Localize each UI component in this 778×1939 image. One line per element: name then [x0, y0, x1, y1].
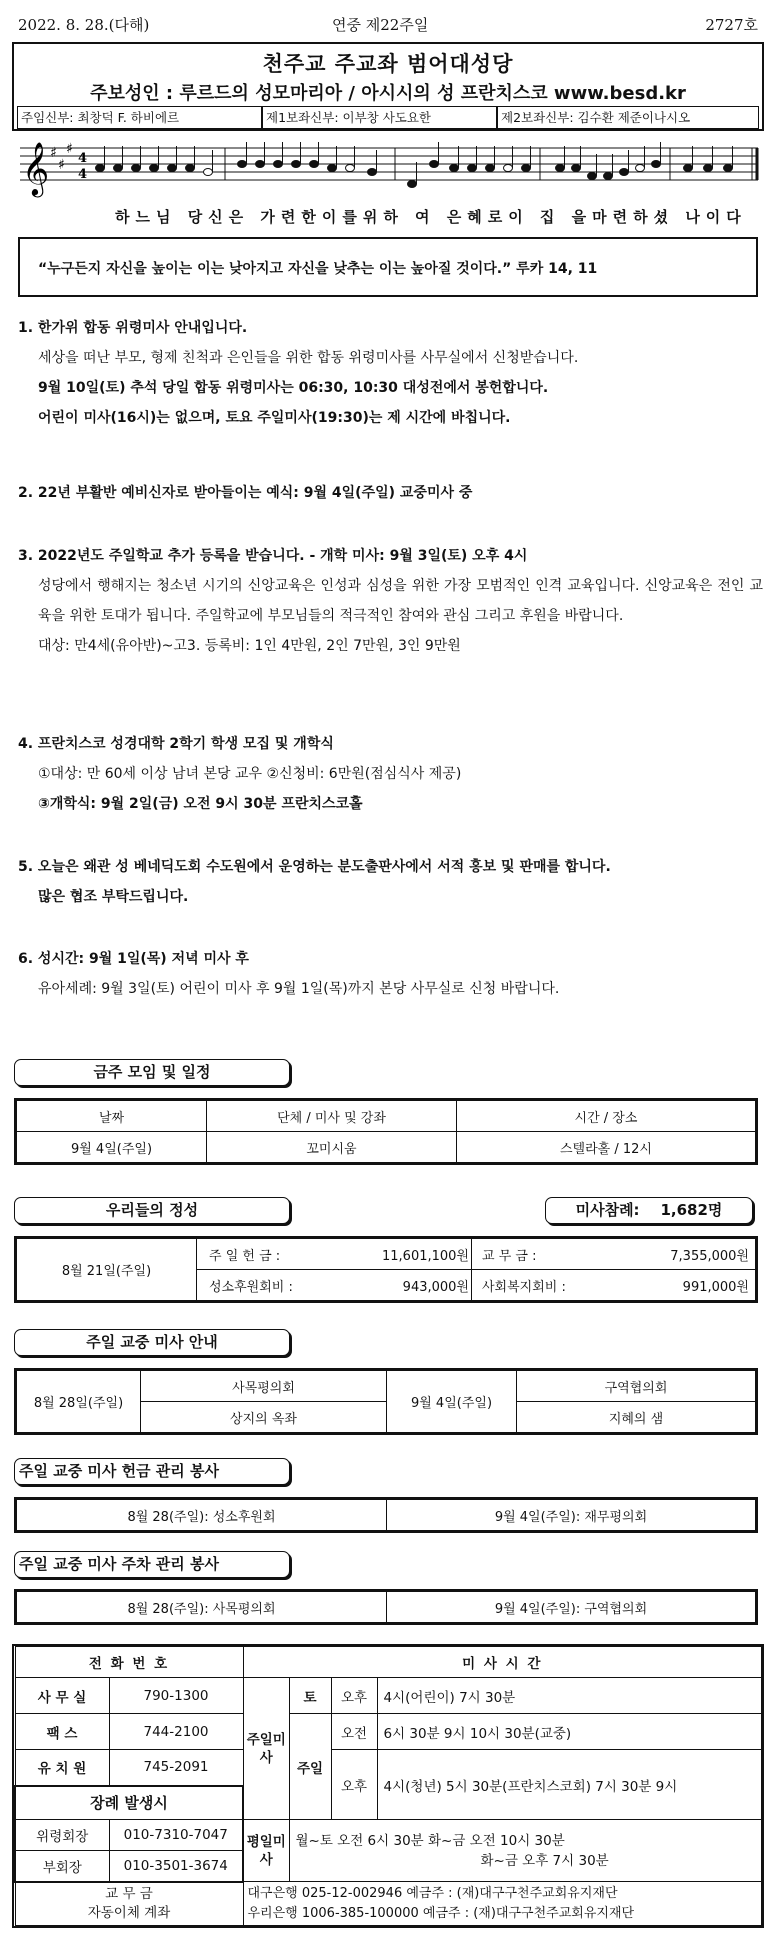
notice-5 [18, 852, 763, 912]
mass-group: 지혜의 샘 [517, 1402, 756, 1433]
music-note [556, 165, 565, 172]
bank-account: 우리은행 1006-385-100000 예금주 : (재)대구구천주교회유지재단 [247, 1905, 635, 1921]
am-label: 오전 [331, 1714, 377, 1750]
gospel-quote: “누구든지 자신을 높이는 이는 낮아지고 자신을 낮추는 이는 높아질 것이다.” 루카 14, 11 [38, 261, 598, 277]
phone-label: 사 무 실 [15, 1678, 109, 1714]
svg-text:♯: ♯ [50, 145, 57, 161]
column-header: 날짜 [17, 1101, 207, 1132]
schedule-heading: 금주 모임 및 일정 [14, 1059, 290, 1086]
attendance-value: 1,682명 [660, 1201, 723, 1219]
phone-number: 790-1300 [109, 1678, 243, 1714]
notice-4 [18, 729, 763, 819]
notice-3 [18, 541, 763, 661]
pastor: 주임신부: 최창덕 F. 하비에르 [17, 106, 262, 129]
svg-text:♯: ♯ [66, 141, 73, 157]
music-note [588, 173, 597, 180]
issue-number: 2727호 [705, 16, 758, 34]
svg-text:4: 4 [78, 167, 88, 182]
funeral-label: 위령회장 [15, 1820, 109, 1851]
notice-4-line: ①대상: 만 60세 이상 남녀 본당 교우 ②신청비: 6만원(점심식사 제공) [38, 766, 462, 782]
music-note [450, 165, 459, 172]
music-note [468, 165, 477, 172]
column-header: 시간 / 장소 [457, 1101, 756, 1132]
gospel-quote-box [18, 237, 758, 297]
music-note [620, 169, 629, 176]
phone-number: 744-2100 [109, 1714, 243, 1750]
offering-label: 교 무 금 : [482, 1248, 537, 1264]
music-note [522, 165, 531, 172]
sunday-label: 주일 [289, 1714, 331, 1820]
phone-label: 유 치 원 [15, 1750, 109, 1786]
bulletin-date: 2022. 8. 28.(다해) [18, 16, 150, 34]
mass-date: 9월 4일(주일) [387, 1371, 517, 1433]
collection-entry: 8월 28(주일): 성소후원회 [17, 1500, 387, 1531]
notice-2 [18, 478, 763, 508]
funeral-label: 부회장 [15, 1851, 109, 1882]
notice-1-line: 9월 10일(토) 추석 당일 합동 위령미사는 06:30, 10:30 대성전에서 봉헌합니다. [38, 380, 549, 396]
music-note [684, 165, 693, 172]
offering-label: 주 일 헌 금 : [209, 1248, 281, 1264]
music-note [636, 165, 645, 172]
parking-entry: 8월 28(주일): 사목평의회 [17, 1592, 387, 1623]
mass-group: 구역협의회 [517, 1371, 756, 1402]
music-note [256, 161, 265, 168]
pm-label: 오후 [331, 1678, 377, 1714]
weekday-times: 월~토 오전 6시 30분 화~금 오전 10시 30분 [295, 1832, 565, 1849]
music-note [368, 169, 377, 176]
attendance-box [545, 1197, 753, 1224]
collection-heading: 주일 교중 미사 헌금 관리 봉사 [14, 1458, 290, 1485]
notice-1-line: 어린이 미사(16시)는 없으며, 토요 주일미사(19:30)는 제 시간에 바칩니다. [38, 410, 511, 426]
music-note [346, 165, 355, 172]
music-note [652, 161, 661, 168]
parking-entry: 9월 4일(주일): 구역협의회 [387, 1592, 756, 1623]
music-note [704, 165, 713, 172]
notice-6-line: 유아세례: 9월 3일(토) 어린이 미사 후 9월 1일(목)까지 본당 사무실로 신청 바랍니다. [38, 981, 560, 997]
hymn-lyrics: 하느님 당신은 가련한이를위하 여 은혜로이 집 을마련하셨 나이다 [115, 208, 747, 226]
column-header: 단체 / 미사 및 강좌 [207, 1101, 457, 1132]
music-note [604, 173, 613, 180]
collection-table [16, 1499, 756, 1531]
pm-label: 오후 [331, 1750, 377, 1820]
svg-text:♯: ♯ [58, 157, 65, 173]
notice-6-line: 6. 성시간: 9월 1일(목) 저녁 미사 후 [18, 951, 249, 967]
music-note [328, 165, 337, 172]
attendance-label: 미사참례: [575, 1201, 640, 1219]
notice-2-text: 2. 22년 부활반 예비신자로 받아들이는 예식: 9월 4일(주일) 교중미사 중 [18, 485, 473, 501]
info-table [14, 1646, 762, 1926]
music-note [408, 181, 417, 188]
offering-label: 성소후원회비 : [209, 1279, 293, 1295]
weekday-mass-label: 평일미사 [243, 1820, 289, 1882]
offering-value: 7,355,000원 [670, 1248, 749, 1264]
parish-name: 천주교 주교좌 범어대성당 [262, 52, 514, 76]
mass-times: 4시(청년) 5시 30분(프란치스코회) 7시 30분 9시 [377, 1750, 762, 1820]
mass-times: 4시(어린이) 7시 30분 [377, 1678, 762, 1714]
notice-5-line: 5. 오늘은 왜관 성 베네딕도회 수도원에서 운영하는 분도출판사에서 서적 홍보 및 판매를 합니다. [18, 859, 611, 875]
main-mass-table [16, 1370, 756, 1433]
offering-table [16, 1238, 756, 1301]
notice-3-title: 3. 2022년도 주일학교 추가 등록을 받습니다. - 개학 미사: 9월 3일(토) 오후 4시 [18, 548, 528, 564]
offering-label: 사회복지회비 : [482, 1279, 566, 1295]
music-note [186, 165, 195, 172]
music-staff [20, 140, 760, 204]
funeral-phone: 010-3501-3674 [109, 1851, 243, 1882]
music-note [114, 165, 123, 172]
svg-text:𝄞: 𝄞 [22, 141, 50, 195]
music-note [168, 165, 177, 172]
notice-3-paragraph: 성당에서 행해지는 청소년 시기의 신앙교육은 인성과 심성을 위한 가장 모범적인 인격 교육입니다. 신앙교육은 전인 교육을 위한 토대가 됩니다. 주일학교에 부모님들의 적극적인 참여와 관심 그리고 후원을 바랍니다. [38, 578, 763, 624]
notice-1 [18, 313, 763, 433]
offering-heading: 우리들의 정성 [14, 1197, 290, 1224]
music-note [292, 161, 301, 168]
mass-times: 6시 30분 9시 10시 30분(교중) [377, 1714, 762, 1750]
notice-1-title: 1. 한가위 합동 위령미사 안내입니다. [18, 320, 248, 336]
music-note [150, 165, 159, 172]
second-assistant: 제2보좌신부: 김수환 제준이나시오 [497, 106, 759, 129]
table-row: 9월 4일(주일) 꼬미시움 스텔라홀 / 12시 [17, 1132, 756, 1163]
fund-label: 자동이체 계좌 [87, 1904, 171, 1921]
schedule-table [16, 1100, 756, 1163]
patron-saints: 주보성인 : 루르드의 성모마리아 / 아시시의 성 프란치스코 www.besd.kr [90, 83, 686, 104]
offering-value: 991,000원 [682, 1279, 749, 1295]
notice-4-title: 4. 프란치스코 성경대학 2학기 학생 모집 및 개학식 [18, 736, 334, 752]
notice-3-target: 대상: 만4세(유아반)~고3. 등록비: 1인 4만원, 2인 7만원, 3인 9만원 [38, 638, 461, 654]
mass-time-heading: 미 사 시 간 [243, 1647, 762, 1678]
mass-group: 상지의 옥좌 [141, 1402, 387, 1433]
liturgical-week: 연중 제22주일 [332, 16, 429, 34]
parking-heading: 주일 교중 미사 주차 관리 봉사 [14, 1551, 290, 1578]
notice-5-line: 많은 협조 부탁드립니다. [38, 889, 189, 905]
offering-value: 11,601,100원 [382, 1248, 469, 1264]
fund-label: 교 무 금 [105, 1885, 153, 1902]
music-note [96, 165, 105, 172]
music-note [274, 161, 283, 168]
collection-entry: 9월 4일(주일): 재무평의회 [387, 1500, 756, 1531]
music-note [572, 165, 581, 172]
music-note [132, 165, 141, 172]
music-note [504, 165, 513, 172]
parking-table [16, 1591, 756, 1623]
phone-label: 팩 스 [15, 1714, 109, 1750]
notice-1-line: 세상을 떠난 부모, 형제 친척과 은인들을 위한 합동 위령미사를 사무실에서 신청받습니다. [38, 350, 579, 366]
funeral-phone: 010-7310-7047 [109, 1820, 243, 1851]
funeral-heading: 장례 발생시 [15, 1786, 243, 1820]
music-note [310, 161, 319, 168]
priests-row [17, 106, 759, 129]
saturday-label: 토 [289, 1678, 331, 1714]
first-assistant: 제1보좌신부: 이부창 사도요한 [262, 106, 497, 129]
svg-text:4: 4 [78, 151, 88, 166]
music-note [486, 165, 495, 172]
mass-date: 8월 28일(주일) [17, 1371, 141, 1433]
music-note [238, 161, 247, 168]
sunday-mass-label: 주일미사 [243, 1678, 289, 1820]
main-mass-heading: 주일 교중 미사 안내 [14, 1329, 290, 1356]
mass-group: 사목평의회 [141, 1371, 387, 1402]
music-note [204, 169, 213, 176]
offering-value: 943,000원 [402, 1279, 469, 1295]
bank-account: 대구은행 025-12-002946 예금주 : (재)대구구천주교회유지재단 [247, 1885, 618, 1901]
notice-6 [18, 944, 763, 1004]
notice-4-line: ③개학식: 9월 2일(금) 오전 9시 30분 프란치스코홀 [38, 796, 363, 812]
music-note [724, 165, 733, 172]
phone-number: 745-2091 [109, 1750, 243, 1786]
title-box [12, 42, 764, 131]
weekday-times: 화~금 오후 7시 30분 [480, 1852, 609, 1869]
music-note [430, 161, 439, 168]
offering-date: 8월 21일(주일) [17, 1239, 197, 1301]
phone-heading: 전 화 번 호 [15, 1647, 243, 1678]
